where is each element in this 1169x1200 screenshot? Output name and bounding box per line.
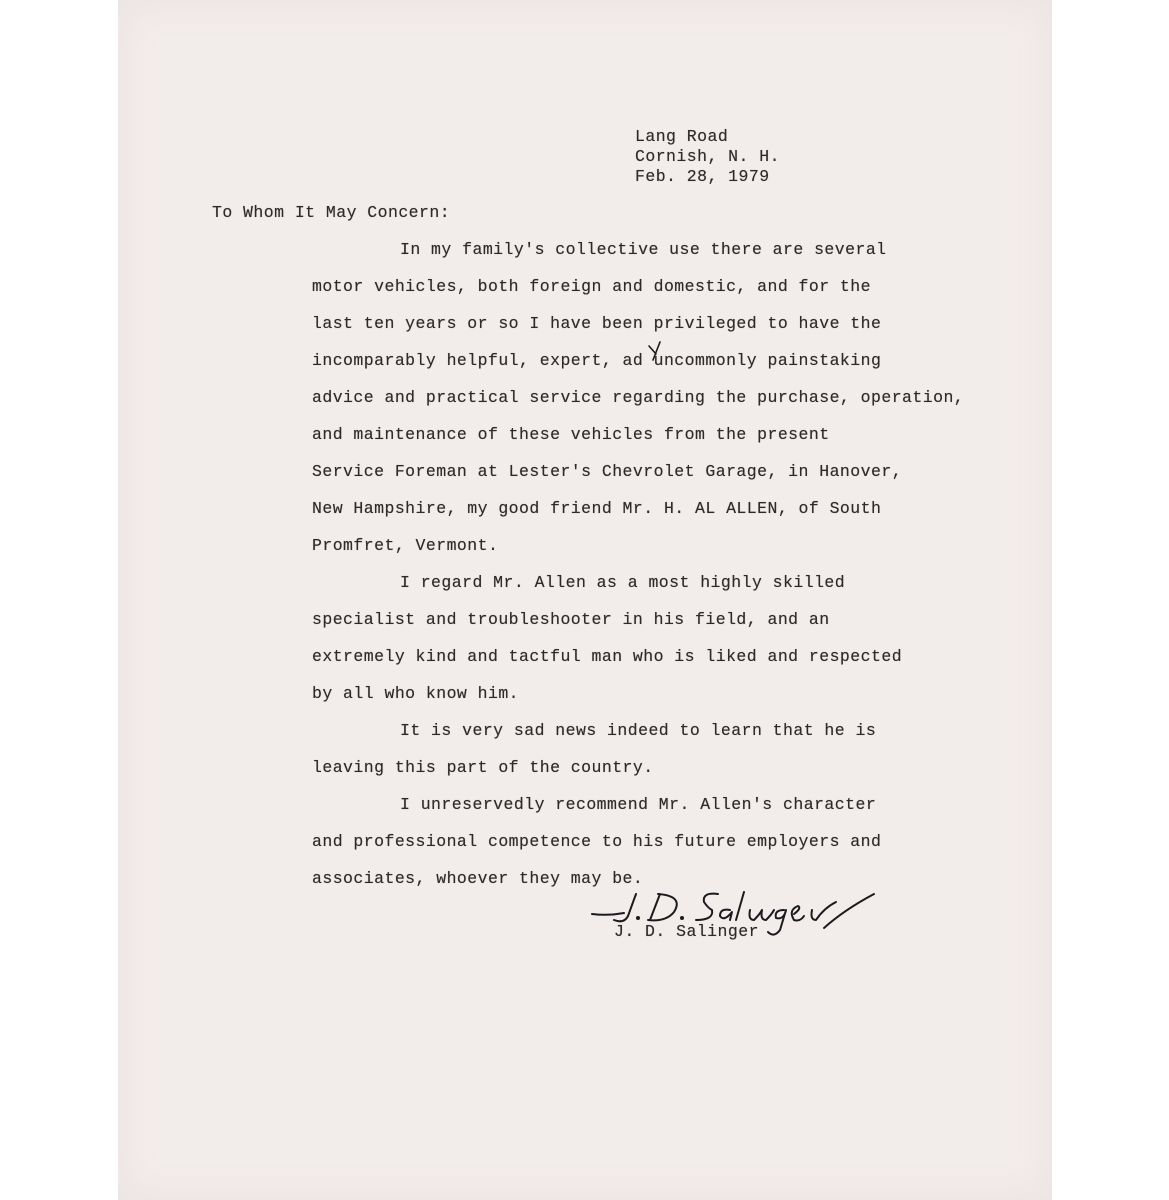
body-line: and maintenance of these vehicles from the present bbox=[312, 425, 830, 444]
address-city: Cornish, N. H. bbox=[635, 147, 780, 166]
salutation: To Whom It May Concern: bbox=[212, 203, 451, 222]
letter-page bbox=[118, 0, 1052, 1200]
address-date: Feb. 28, 1979 bbox=[635, 167, 770, 186]
typed-signature: J. D. Salinger bbox=[614, 922, 759, 941]
body-line: and professional competence to his future employers and bbox=[312, 832, 882, 851]
body-line: I regard Mr. Allen as a most highly skilled bbox=[400, 573, 846, 592]
address-street: Lang Road bbox=[635, 127, 729, 146]
body-line: specialist and troubleshooter in his field, and an bbox=[312, 610, 830, 629]
body-line: associates, whoever they may be. bbox=[312, 869, 644, 888]
body-line: I unreservedly recommend Mr. Allen's character bbox=[400, 795, 877, 814]
body-line: motor vehicles, both foreign and domestic, and for the bbox=[312, 277, 871, 296]
body-line: leaving this part of the country. bbox=[312, 758, 654, 777]
body-line: incomparably helpful, expert, ad uncommonly painstaking bbox=[312, 351, 882, 370]
body-line: advice and practical service regarding the purchase, operation, bbox=[312, 388, 965, 407]
body-line: by all who know him. bbox=[312, 684, 520, 703]
body-line: last ten years or so I have been privileged to have the bbox=[312, 314, 882, 333]
body-line: It is very sad news indeed to learn that he is bbox=[400, 721, 877, 740]
body-line: In my family's collective use there are several bbox=[400, 240, 887, 259]
correction-mark-icon bbox=[646, 340, 666, 366]
body-line: New Hampshire, my good friend Mr. H. AL ALLEN, of South bbox=[312, 499, 882, 518]
body-line: extremely kind and tactful man who is liked and respected bbox=[312, 647, 903, 666]
body-line: Promfret, Vermont. bbox=[312, 536, 499, 555]
body-line: Service Foreman at Lester's Chevrolet Garage, in Hanover, bbox=[312, 462, 903, 481]
